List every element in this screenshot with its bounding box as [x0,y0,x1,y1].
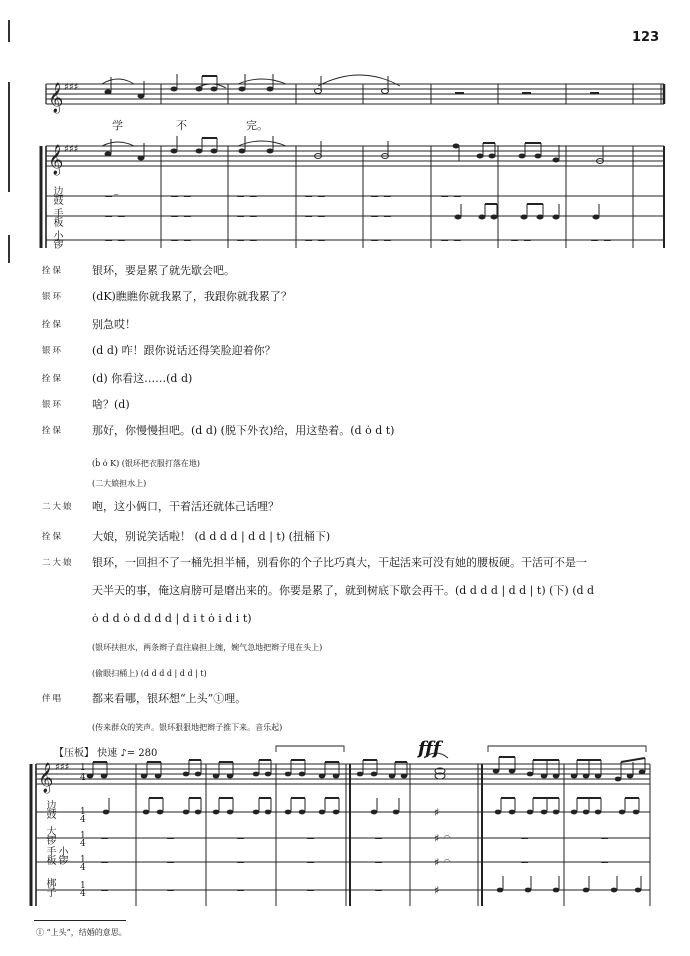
svg-text:♯: ♯ [434,806,440,819]
svg-text:1: 1 [80,831,86,841]
svg-text:− −: − − [370,190,392,203]
instrument-label: 小锣 [56,846,67,864]
line-text: 银环，一回担不了一桶先担半桶，别看你的个子比巧真大，干起活来可没有她的腰板硬。干活可不是一 [92,556,587,569]
stage-direction: (偷眼扫桶上) (d d d d | d d | t) [92,669,207,678]
instrument-notes [105,136,604,164]
stage-direction: (二大娘担水上) [92,479,147,488]
dialogue-line [42,692,246,706]
svg-text:−: − [236,856,246,869]
instrument-staff [46,146,664,166]
svg-text:𝄞: 𝄞 [38,763,54,793]
line-text: (d d) 咋！跟你说话还得笑脸迎着你？ [92,344,276,357]
stage-direction: (ḃ ȯ K) (银环把衣服打落在地) [92,459,201,468]
svg-text:− −: − − [370,210,392,223]
stage-direction: (银环扶担水，两条辫子直往扁担上缠，婉气急地把辫子甩在头上) [92,643,323,652]
svg-text:−: − [306,832,316,845]
svg-text:− −: − − [304,190,326,203]
svg-text:♯♯♯: ♯♯♯ [64,82,79,93]
svg-text:♯: ♯ [434,856,440,869]
lyric: 完。 [246,119,268,132]
line-text: (d) 你看这……(d d) [92,372,193,385]
line-text: 大娘，别说笑话啦！ (d d d d | d d | t) (扭桶下) [92,530,331,543]
svg-text:−: − [306,884,316,897]
svg-text:−: − [166,856,176,869]
speaker: 银环 [42,400,64,410]
line-text: 别急哎！ [92,318,136,331]
dialogue-line [42,398,130,412]
dialogue-line [42,612,252,626]
svg-text:−: − [520,856,530,869]
line-text: ȯ d d ȯ d d d d | d i t ȯ i d i t) [92,612,252,625]
svg-text:− −: − − [236,234,258,247]
svg-text:−: − [600,856,610,869]
dialogue-line [42,344,276,358]
svg-text:−: − [166,884,176,897]
svg-text:−: − [374,856,384,869]
svg-text:− −: − − [236,190,258,203]
svg-text:− −: − − [170,234,192,247]
instrument-label: 边鼓 [51,186,62,204]
svg-text:1: 1 [80,881,86,891]
svg-text:𝄐: 𝄐 [444,830,451,843]
svg-text:♯: ♯ [434,832,440,845]
line-text: 那好，你慢慢担吧。(d d) (脱下外衣)给，用这垫着。(d ȯ d t) [92,424,395,437]
svg-text:−: − [520,832,530,845]
line-text: 银环，要是累了就先歇会吧。 [92,264,235,277]
speaker: 拴保 [42,426,64,436]
svg-text:− −: − − [440,234,462,247]
svg-text:1: 1 [80,855,86,865]
svg-text:4: 4 [80,815,86,825]
percussion-notes [104,190,612,247]
svg-text:−: − [166,832,176,845]
lyric: 不 [176,119,187,132]
dialogue-line [42,290,292,304]
instrument-label: 边鼓 [44,800,55,818]
tempo-marking: 【压板】 快速 ♪= 280 [54,748,158,759]
svg-text:−: − [374,884,384,897]
svg-text:1: 1 [80,763,86,773]
speaker: 拴保 [42,374,64,384]
instrument-label: 手板 [51,208,62,226]
instrument-label: 手板 [44,846,55,864]
svg-text:𝄐: 𝄐 [444,854,451,867]
svg-text:−⁻: −⁻ [104,190,120,203]
instrument-label: 小锣 [51,230,62,248]
dialogue-line [42,530,330,544]
svg-text:4: 4 [80,863,86,873]
svg-text:− −: − − [170,210,192,223]
svg-text:− −: − − [590,234,612,247]
svg-text:− −: − − [510,234,532,247]
svg-text:− −: − − [170,190,192,203]
melody-staff [36,764,650,784]
line-text: 咆，这小俩口，干着活还就体己话哩？ [92,500,279,513]
svg-text:− −: − − [304,234,326,247]
vocal-notes [105,74,600,99]
svg-text:−: − [374,832,384,845]
page-number: 123 [632,30,660,45]
line-text: 都来看哪，银环想“上头”①哩。 [92,692,247,705]
melody-notes [87,757,646,781]
stage-direction: (传来群众的笑声。银环狠狠地把辫子推下来。音乐起) [92,723,283,732]
lyric: 学 [112,119,123,132]
svg-text:−: − [100,856,110,869]
vocal-staff [46,84,664,104]
line-text: 啥？(d) [92,398,130,411]
svg-text:− −: − − [236,210,258,223]
dialogue-line [42,318,136,332]
svg-text:− −: − − [104,234,126,247]
speaker: 伴唱 [42,694,64,704]
svg-text:♯♯♯: ♯♯♯ [64,144,79,155]
dialogue-line [42,264,235,278]
svg-text:− −: − − [440,190,462,203]
dialogue-line [42,556,587,570]
instrument-label: 大锣 [44,826,55,844]
line-text: (dK)瞧瞧你就我累了，我跟你就我累了？ [92,290,292,303]
svg-text:4: 4 [80,773,86,783]
dialogue-line [42,500,279,514]
treble-clef: 𝄞 [48,83,64,113]
speaker: 二大娘 [42,558,74,568]
speaker: 银环 [42,292,64,302]
svg-text:−: − [100,832,110,845]
svg-text:−: − [236,884,246,897]
instrument-label: 梆子 [44,878,55,896]
svg-text:− −: − − [304,210,326,223]
footnote: ① “上头”，结婚的意思。 [36,928,127,937]
svg-text:−: − [306,856,316,869]
svg-text:♯♯♯: ♯♯♯ [55,762,70,773]
svg-text:1: 1 [80,807,86,817]
drum-notes [103,798,640,814]
svg-text:♯: ♯ [434,884,440,897]
speaker: 拴保 [42,532,64,542]
svg-text:− −: − − [370,234,392,247]
svg-text:−: − [236,832,246,845]
line-text: 天半天的事，俺这肩膀可是磨出来的。你要是累了，就到树底下歇会再干。(d d d d | d d | t) (下) (d d [92,584,595,597]
svg-text:−: − [100,884,110,897]
speaker: 银环 [42,346,64,356]
speaker: 二大娘 [42,502,74,512]
speaker: 拴保 [42,266,64,276]
svg-text:4: 4 [80,839,86,849]
svg-text:−: − [600,832,610,845]
svg-text:4: 4 [80,889,86,899]
dialogue-line [42,424,394,438]
rest-marks [100,806,641,897]
speaker: 拴保 [42,320,64,330]
svg-text:𝄞: 𝄞 [48,145,64,175]
dialogue-line [42,372,192,386]
dynamic-marking: fff [418,738,441,759]
upper-score-system [0,0,690,260]
svg-text:− −: − − [104,210,126,223]
footnote-rule [34,920,126,921]
dialogue-line [42,584,594,598]
